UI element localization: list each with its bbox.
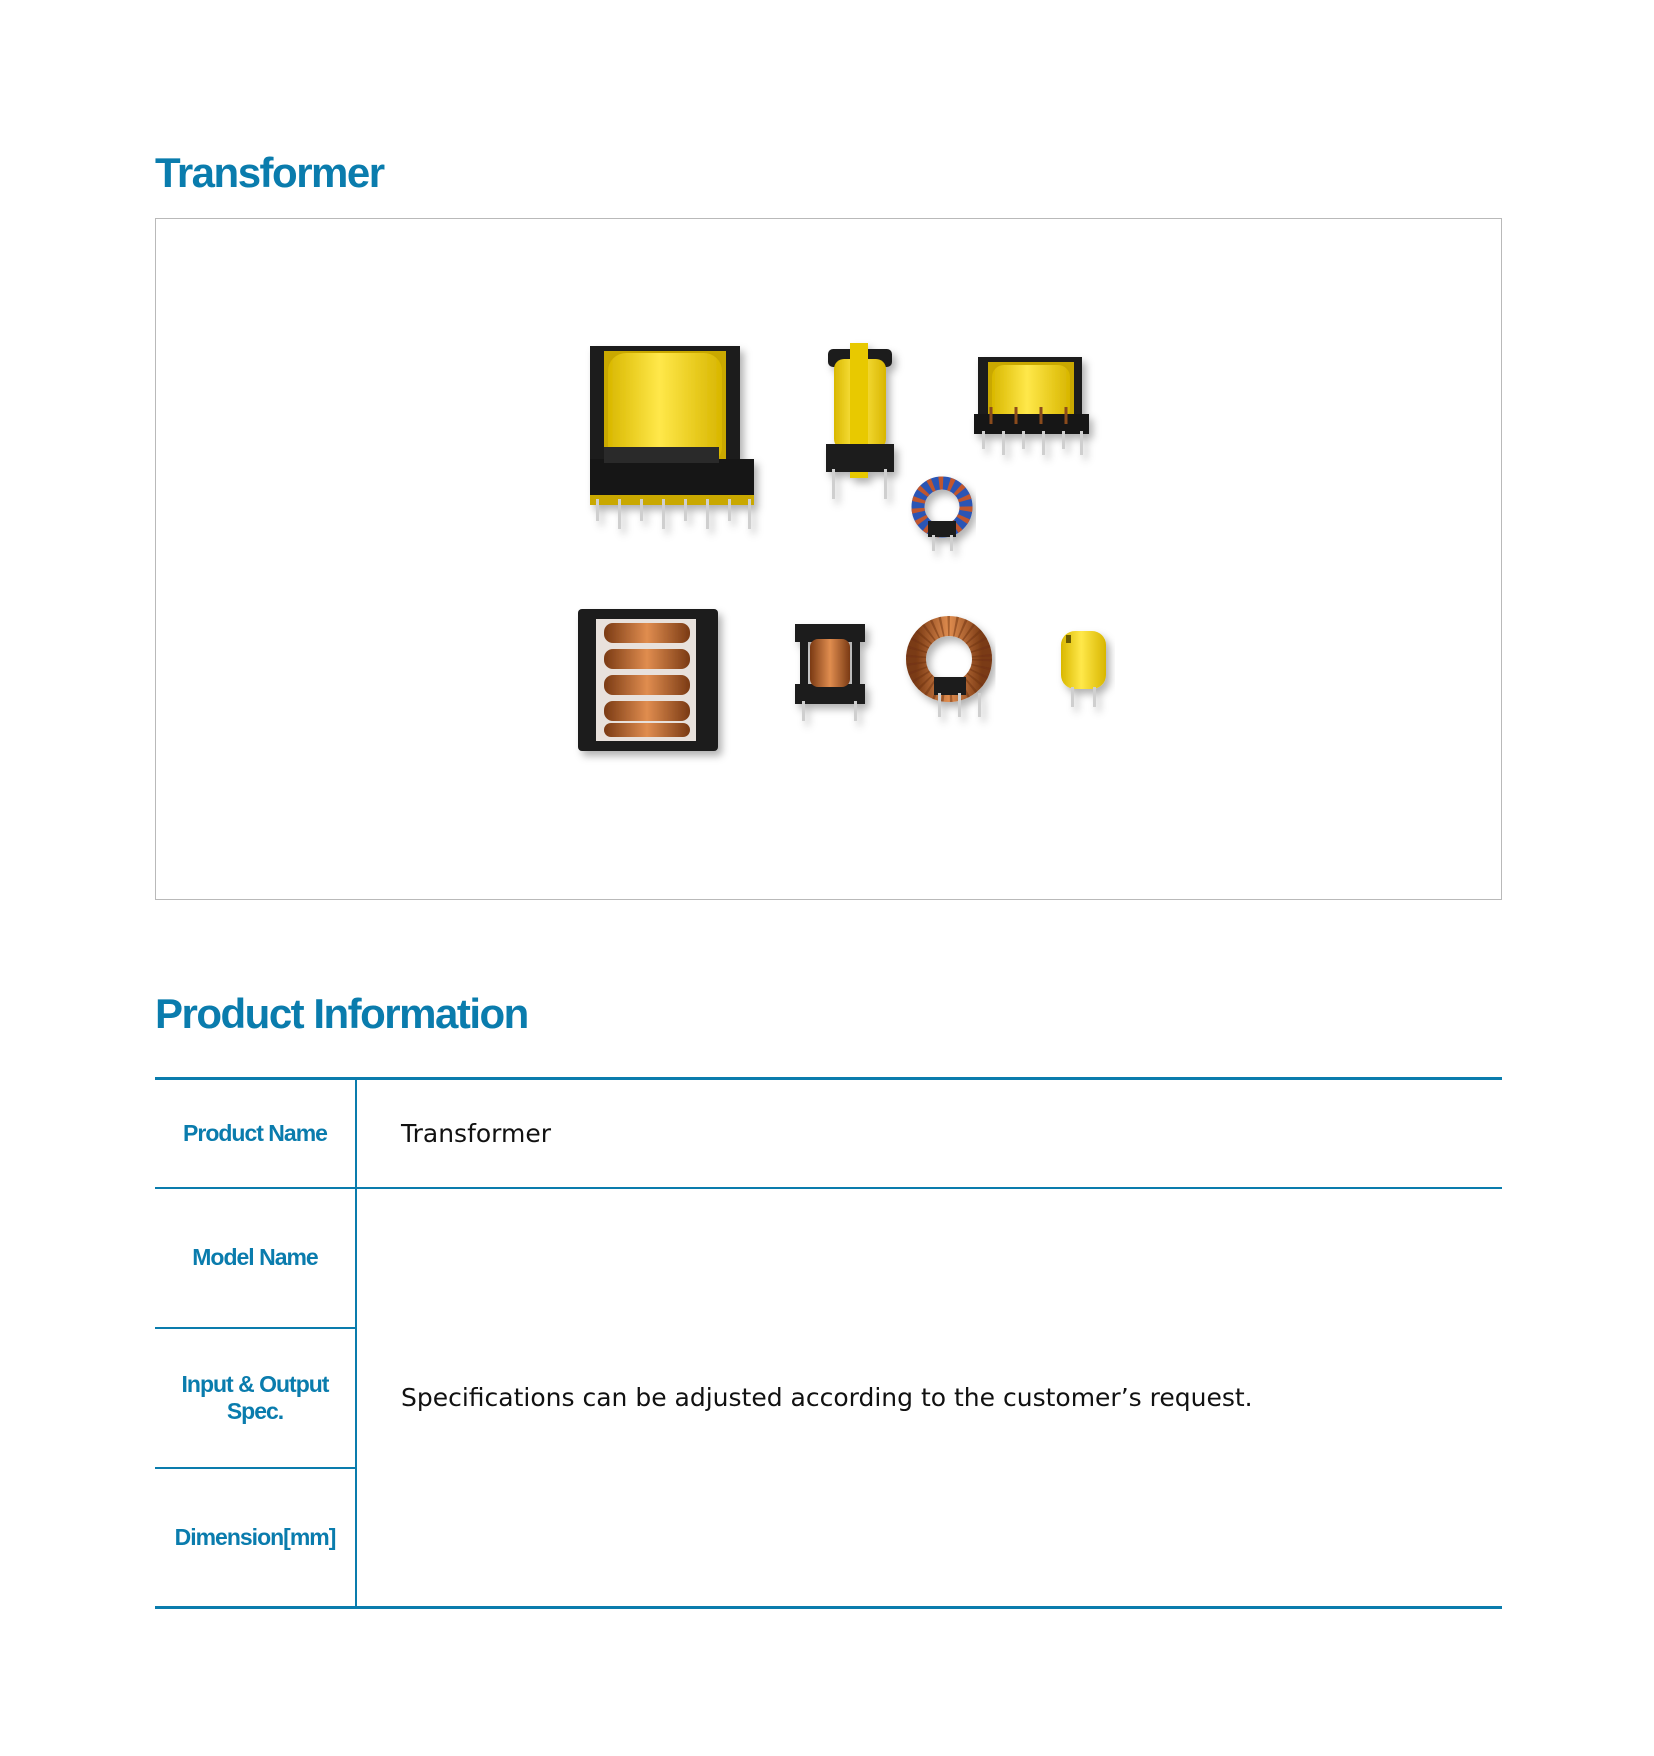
section-title-transformer: Transformer xyxy=(155,149,384,196)
row-value-product-name: Transformer xyxy=(356,1079,1502,1188)
product-image-frame xyxy=(155,218,1502,900)
large-transformer-icon xyxy=(590,346,754,529)
copper-choke-icon xyxy=(578,609,718,751)
table-row xyxy=(155,1188,1502,1328)
product-info-table xyxy=(155,1077,1502,1609)
vertical-transformer-icon xyxy=(826,343,894,499)
section-title-product-information: Product Information xyxy=(155,990,528,1037)
transformer-components-photo xyxy=(156,219,1500,898)
row-label-model-name: Model Name xyxy=(155,1188,356,1328)
yellow-drum-inductor-icon xyxy=(1061,631,1106,707)
table-row xyxy=(155,1079,1502,1188)
small-transformer-icon xyxy=(974,357,1089,455)
row-label-dimension: Dimension[mm] xyxy=(155,1468,356,1608)
row-label-input-output-spec: Input & Output Spec. xyxy=(155,1328,356,1468)
row-label-product-name: Product Name xyxy=(155,1079,356,1188)
common-mode-choke-icon xyxy=(795,624,865,721)
copper-toroid-icon xyxy=(916,626,982,717)
blue-toroid-icon xyxy=(918,483,966,551)
row-value-specifications: Specifications can be adjusted according to the customer’s request. xyxy=(356,1188,1502,1608)
